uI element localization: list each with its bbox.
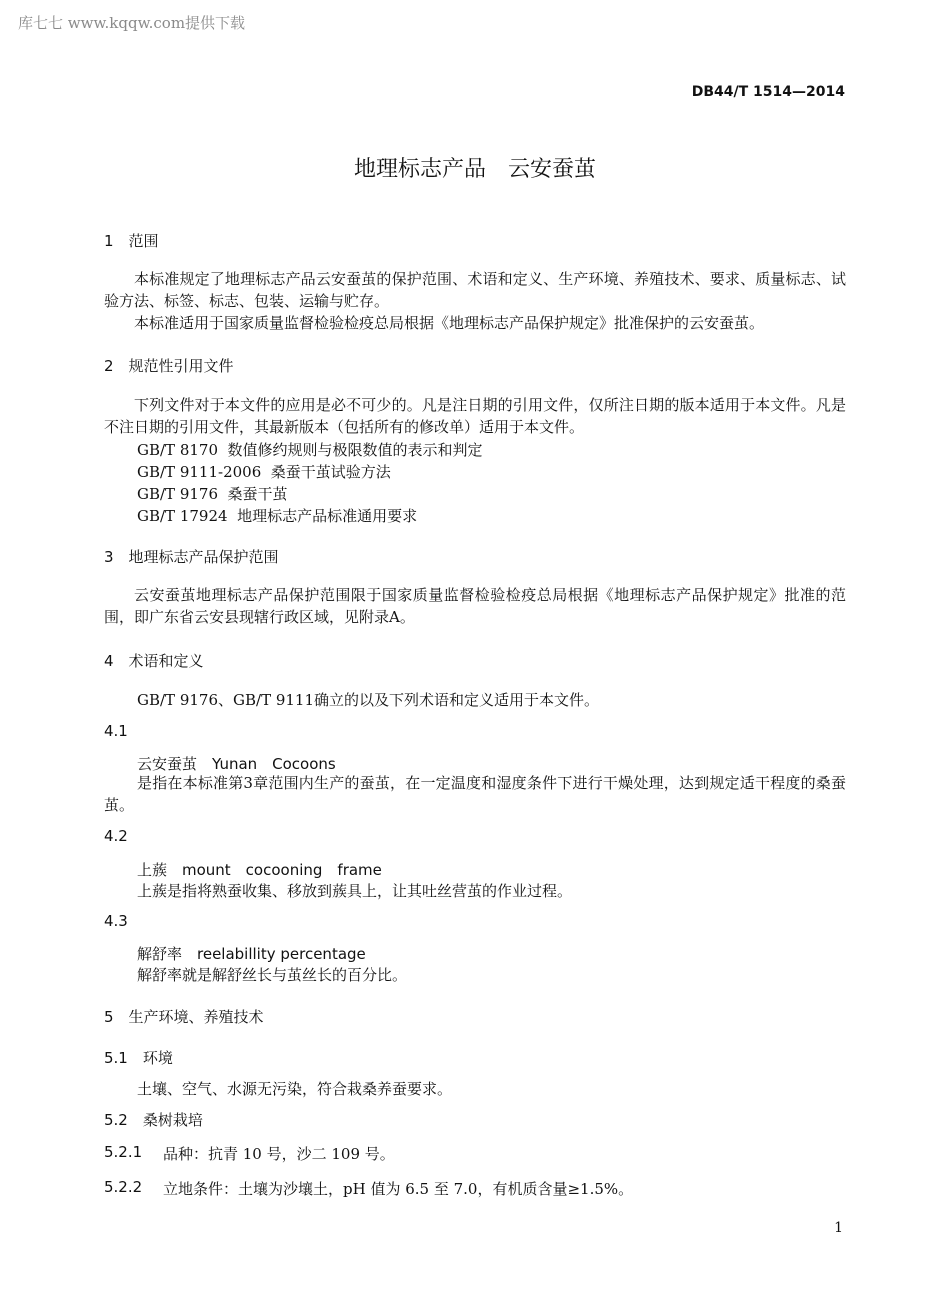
clause-text: 品种：抗青 10 号，沙二 109 号。: [163, 1145, 395, 1163]
clause-number: 5.2.2: [104, 1178, 143, 1196]
clause-number: 5.2.1: [104, 1143, 143, 1161]
section-5-2-heading: 5.2 桑树栽培: [104, 1111, 203, 1129]
document-title: 地理标志产品 云安蚕茧: [353, 157, 596, 182]
normative-reference: GB/T 9111-2006 桑蚕干茧试验方法: [137, 463, 391, 481]
page-number: 1: [834, 1220, 843, 1236]
section-5-1-text: 土壤、空气、水源无污染，符合栽桑养蚕要求。: [137, 1080, 453, 1098]
standard-number: DB44/T 1514—2014: [691, 84, 845, 100]
section-1-paragraph-1: 本标准规定了地理标志产品云安蚕茧的保护范围、术语和定义、生产环境、养殖技术、要求、质量标志、试验方法、标签、标志、包装、运输与贮存。: [104, 270, 846, 310]
section-5-1-heading: 5.1 环境: [104, 1049, 173, 1067]
section-5-heading: 5 生产环境、养殖技术: [104, 1008, 264, 1026]
term-definition: 上蔟是指将熟蚕收集、移放到蔟具上，让其吐丝营茧的作业过程。: [137, 882, 573, 900]
term-name: 云安蚕茧 Yunan Cocoons: [137, 755, 336, 773]
normative-reference: GB/T 8170 数值修约规则与极限数值的表示和判定: [137, 441, 483, 459]
section-1-paragraph-2: 本标准适用于国家质量监督检验检疫总局根据《地理标志产品保护规定》批准保护的云安蚕茧。: [134, 314, 765, 332]
section-3-paragraph: 云安蚕茧地理标志产品保护范围限于国家质量监督检验检疫总局根据《地理标志产品保护规定》批准的范围，即广东省云安县现辖行政区域，见附录A。: [104, 586, 846, 626]
section-4-heading: 4 术语和定义: [104, 652, 204, 670]
term-name: 上蔟 mount cocooning frame: [137, 861, 382, 879]
section-4-intro: GB/T 9176、GB/T 9111确立的以及下列术语和定义适用于本文件。: [137, 691, 600, 709]
term-number: 4.1: [104, 722, 128, 740]
section-1-heading: 1 范围: [104, 232, 159, 250]
term-definition: 是指在本标准第3章范围内生产的蚕茧，在一定温度和湿度条件下进行干燥处理，达到规定适干程度的桑蚕茧。: [104, 774, 846, 814]
section-2-heading: 2 规范性引用文件: [104, 357, 234, 375]
term-number: 4.2: [104, 827, 128, 845]
term-number: 4.3: [104, 912, 128, 930]
normative-reference: GB/T 17924 地理标志产品标准通用要求: [137, 507, 418, 525]
term-name: 解舒率 reelabillity percentage: [137, 945, 366, 963]
clause-text: 立地条件：土壤为沙壤土，pH 值为 6.5 至 7.0，有机质含量≥1.5%。: [163, 1180, 634, 1198]
section-3-heading: 3 地理标志产品保护范围: [104, 548, 279, 566]
watermark: 库七七 www.kqqw.com提供下载: [18, 14, 246, 32]
normative-reference: GB/T 9176 桑蚕干茧: [137, 485, 288, 503]
section-2-paragraph: 下列文件对于本文件的应用是必不可少的。凡是注日期的引用文件，仅所注日期的版本适用于本文件。凡是不注日期的引用文件，其最新版本（包括所有的修改单）适用于本文件。: [104, 396, 846, 436]
term-definition: 解舒率就是解舒丝长与茧丝长的百分比。: [137, 966, 408, 984]
